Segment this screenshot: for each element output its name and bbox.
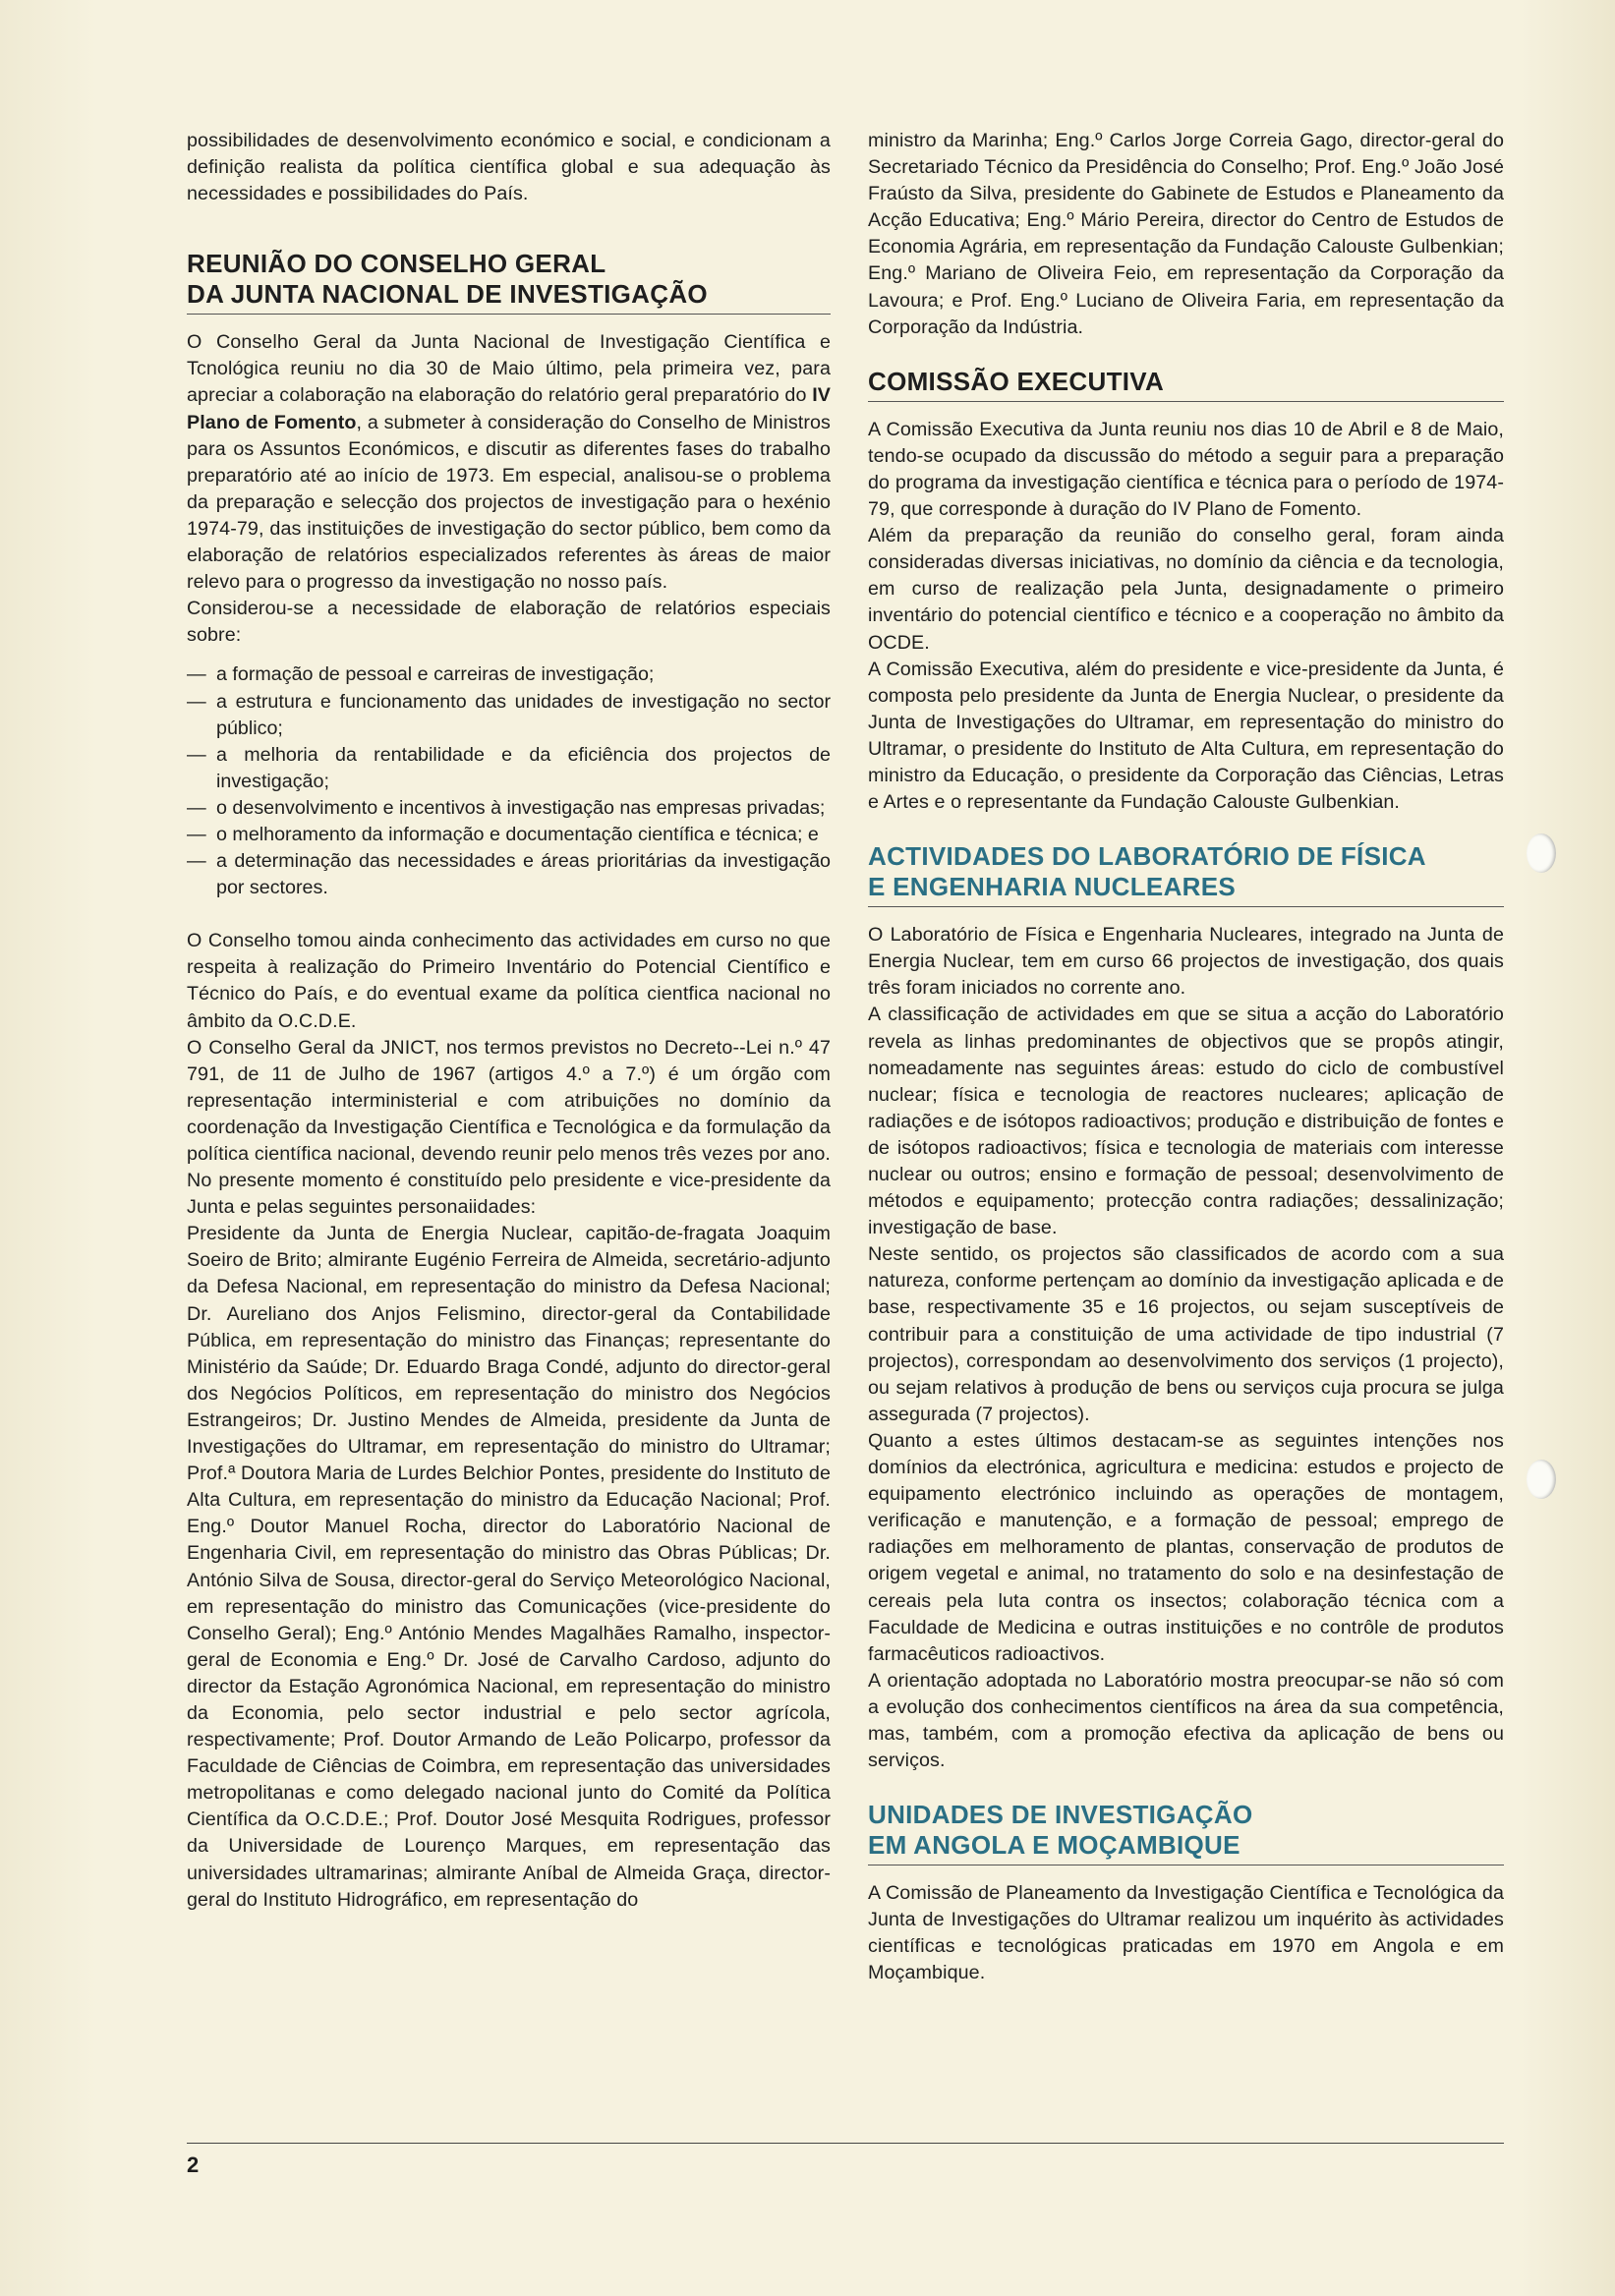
heading-comissao-executiva	[868, 367, 1504, 402]
spacer	[187, 901, 831, 928]
list-item-text: a determinação das necessidades e áreas prioritárias da investigação por sectores.	[216, 850, 831, 899]
paragraph: A orientação adoptada no Laboratório mostra preocupar-se não só com a evolução dos conhecimentos científicos na área da sua competência, mas, também, com a promoção efectiva da aplicação de bens ou serviços.	[868, 1669, 1504, 1772]
page-number: 2	[187, 2152, 200, 2177]
right-column	[868, 128, 1504, 1987]
footer-rule	[187, 2143, 1504, 2144]
list-item-text: o desenvolvimento e incentivos à investigação nas empresas privadas;	[216, 796, 826, 819]
paragraph: A Comissão Executiva, além do presidente e vice-presidente da Junta, é composta pelo presidente da Junta de Energia Nuclear, o presidente da Junta de Investigações do Ultramar, em representação do ministro do Ultramar, o presidente do Instituto de Alta Cultura, em representação do ministro da Educação, o presidente da Corporação das Ciências, Letras e Artes e o representante da Fundação Calouste Gulbenkian.	[868, 658, 1504, 814]
list-item-text: o melhoramento da informação e documentação científica e técnica; e	[216, 823, 819, 845]
paragraph: A classificação de actividades em que se situa a acção do Laboratório revela as linhas predominantes de objectivos que se propôs atingir, nomeadamente nas seguintes áreas: estudo do ciclo de combustível nuclear; física e tecnologia de reactores nucleares; aplicação de radiações e de isótopos radioactivos; produção e distribuição de fontes e de isótopos radioactivos; física e tecnologia de materiais com interesse nuclear ou outros; ensino e formação de pessoal; desenvolvimento de métodos e equipamento; protecção contra radiações; dessalinização; investigação de base.	[868, 1004, 1504, 1239]
bold-text: IV Plano de Fomento	[187, 384, 831, 433]
list-item	[187, 822, 831, 848]
intro-paragraph: possibilidades de desenvolvimento económico e social, e condicionam a definição realista da política científica global e sua adequação às necessidades e possibilidades do País.	[187, 130, 831, 205]
text-run: , a submeter à consideração do Conselho de Ministros para os Assuntos Económicos, e discutir as diferentes fases do trabalho preparatório até ao início de 1973. Em especial, analisou-se o problema da preparação e selecção dos projectos de investigação para o hexénio 1974-79, das instituições de investigação do sector público, bem como da elaboração de relatórios especializados referentes às áreas de maior relevo para o progresso da investigação no nosso país.	[187, 411, 831, 594]
paragraph: A Comissão de Planeamento da Investigação Científica e Tecnológica da Junta de Investigações do Ultramar realizou um inquérito às actividades científicas e tecnológicas praticadas em 1970 em Angola e em Moçambique.	[868, 1882, 1504, 1984]
paragraph	[187, 329, 831, 596]
heading-line: DA JUNTA NACIONAL DE INVESTIGAÇÃO	[187, 279, 708, 310]
heading-conselho-geral	[187, 249, 831, 315]
heading-line: EM ANGOLA E MOÇAMBIQUE	[868, 1830, 1240, 1861]
paragraph: O Conselho tomou ainda conhecimento das actividades em curso no que respeita à realização do Primeiro Inventário do Potencial Científico e Técnico do País, e do eventual exame da política cientfica nacional no âmbito da O.C.D.E.	[187, 930, 831, 1032]
heading-line: COMISSÃO EXECUTIVA	[868, 366, 1165, 396]
dash-marker: —	[187, 823, 206, 845]
dash-marker: —	[187, 850, 206, 873]
paragraph: Além da preparação da reunião do conselho geral, foram ainda consideradas diversas iniciativas, no domínio da ciência e da tecnologia, em curso de realização pela Junta, designadamente o primeiro inventário do potencial científico e técnico e a cooperação no âmbito da OCDE.	[868, 525, 1504, 654]
paragraph: Quanto a estes últimos destacam-se as seguintes intenções nos domínios da electrónica, agricultura e medicina: estudos e projecto de equipamento electrónico incluindo as operações de montagem, verificação e manutenção, e a formação de pessoal; emprego de radiações em melhoramento de plantas, conservação de produtos de origem vegetal e animal, no tratamento do solo e na desinfestação de cereais pela luta contra os insectos; colaboração técnica com a Faculdade de Medicina e outras instituições e no contrôle de produtos farmacêuticos radioactivos.	[868, 1429, 1504, 1665]
list-item	[187, 848, 831, 901]
left-column	[187, 128, 831, 1914]
dash-marker: —	[187, 663, 206, 686]
report-topics-list	[187, 661, 831, 901]
list-item-text: a estrutura e funcionamento das unidades de investigação no sector público;	[216, 690, 831, 739]
paragraph: Considerou-se a necessidade de elaboração de relatórios especiais sobre:	[187, 598, 831, 647]
paragraph: O Conselho Geral da JNICT, nos termos previstos no Decreto--Lei n.º 47 791, de 11 de Julho de 1967 (artigos 4.º a 7.º) é um órgão com representação interministerial e com atribuições no domínio da coordenação da Investigação Científica e Tecnológica e da formulação da política científica nacional, devendo reunir pelo menos três vezes por ano. No presente momento é constituído pelo presidente e vice-presidente da Junta e pelas seguintes personaiidades:	[187, 1036, 831, 1219]
paragraph: Neste sentido, os projectos são classificados de acordo com a sua natureza, conforme pertençam ao domínio da investigação aplicada e de base, respectivamente 35 e 16 projectos, ou sejam susceptíveis de contribuir para a constituição de uma actividade de tipo industrial (7 projectos), correspondam ao desenvolvimento dos serviços (1 projecto), ou sejam relativos à produção de bens ou serviços cuja procura se julga assegurada (7 projectos).	[868, 1243, 1504, 1425]
text-run: O Conselho Geral da Junta Nacional de Investigação Científica e Tcnológica reuniu no dia 30 de Maio último, pela primeira vez, para apreciar a colaboração na elaboração do relatório geral preparatório do	[187, 331, 831, 407]
punch-hole-icon	[1527, 833, 1556, 873]
paragraph: ministro da Marinha; Eng.º Carlos Jorge Correia Gago, director-geral do Secretariado Técnico da Presidência do Conselho; Prof. Eng.º João José Fraústo da Silva, presidente do Gabinete de Estudos e Planeamento da Acção Educativa; Eng.º Mário Pereira, director do Centro de Estudos de Economia Agrária, em representação da Fundação Calouste Gulbenkian; Eng.º Mariano de Oliveira Feio, em representação da Corporação da Lavoura; e Prof. Eng.º Luciano de Oliveira Faria, em representação da Corporação da Indústria.	[868, 130, 1504, 338]
dash-marker: —	[187, 796, 206, 819]
heading-line: REUNIÃO DO CONSELHO GERAL	[187, 249, 606, 279]
paragraph: O Laboratório de Física e Engenharia Nucleares, integrado na Junta de Energia Nuclear, tem em curso 66 projectos de investigação, dos quais três foram iniciados no corrente ano.	[868, 924, 1504, 1000]
list-item	[187, 661, 831, 688]
list-item-text: a formação de pessoal e carreiras de investigação;	[216, 663, 655, 686]
list-item-text: a melhoria da rentabilidade e da eficiência dos projectos de investigação;	[216, 743, 831, 792]
paragraph: Presidente da Junta de Energia Nuclear, capitão-de-fragata Joaquim Soeiro de Brito; almirante Eugénio Ferreira de Almeida, secretário-adjunto da Defesa Nacional, em representação do ministro da Defesa Nacional; Dr. Aureliano dos Anjos Felismino, director-geral da Contabilidade Pública, em representação do ministro das Finanças; representante do Ministério da Saúde; Dr. Eduardo Braga Condé, adjunto do director-geral dos Negócios Políticos, em representação do ministro dos Negócios Estrangeiros; Dr. Justino Mendes de Almeida, presidente da Junta de Investigações do Ultramar, em representação do ministro do Ultramar; Prof.ª Doutora Maria de Lurdes Belchior Pontes, presidente do Instituto de Alta Cultura, em representação do ministro da Educação Nacional; Prof. Eng.º Doutor Manuel Rocha, director do Laboratório Nacional de Engenharia Civil, em representação do ministro das Obras Públicas; Dr. António Silva de Sousa, director-geral do Serviço Meteorológico Nacional, em representação do ministro das Comunicações (vice-presidente do Conselho Geral); Eng.º António Mendes Magalhães Ramalho, inspector-geral de Economia e Eng.º Dr. José de Carvalho Cardoso, adjunto do director da Estação Agronómica Nacional, em representação do ministro da Economia, pelo sector industrial e pelo sector agrícola, respectivamente; Prof. Doutor Armando de Leão Policarpo, professor da Faculdade de Ciências de Coimbra, em representação das universidades metropolitanas e como delegado nacional junto do Comité da Política Científica da O.C.D.E.; Prof. Doutor José Mesquita Rodrigues, professor da Universidade de Lourenço Marques, em representação das universidades ultramarinas; almirante Aníbal de Almeida Graça, director-geral do Instituto Hidrográfico, em representação do	[187, 1223, 831, 1911]
list-item	[187, 689, 831, 742]
heading-line: UNIDADES DE INVESTIGAÇÃO	[868, 1800, 1253, 1830]
heading-line: E ENGENHARIA NUCLEARES	[868, 872, 1237, 902]
list-item	[187, 742, 831, 795]
heading-line: ACTIVIDADES DO LABORATÓRIO DE FÍSICA	[868, 841, 1426, 872]
dash-marker: —	[187, 690, 206, 713]
punch-hole-icon	[1527, 1460, 1556, 1499]
paragraph: A Comissão Executiva da Junta reuniu nos dias 10 de Abril e 8 de Maio, tendo-se ocupado da discussão do método a seguir para a preparação do programa da investigação científica e técnica para o período de 1974-79, que corresponde à duração do IV Plano de Fomento.	[868, 418, 1504, 521]
heading-laboratorio	[868, 841, 1504, 907]
dash-marker: —	[187, 743, 206, 766]
list-item	[187, 795, 831, 822]
heading-unidades-investigacao	[868, 1800, 1504, 1866]
